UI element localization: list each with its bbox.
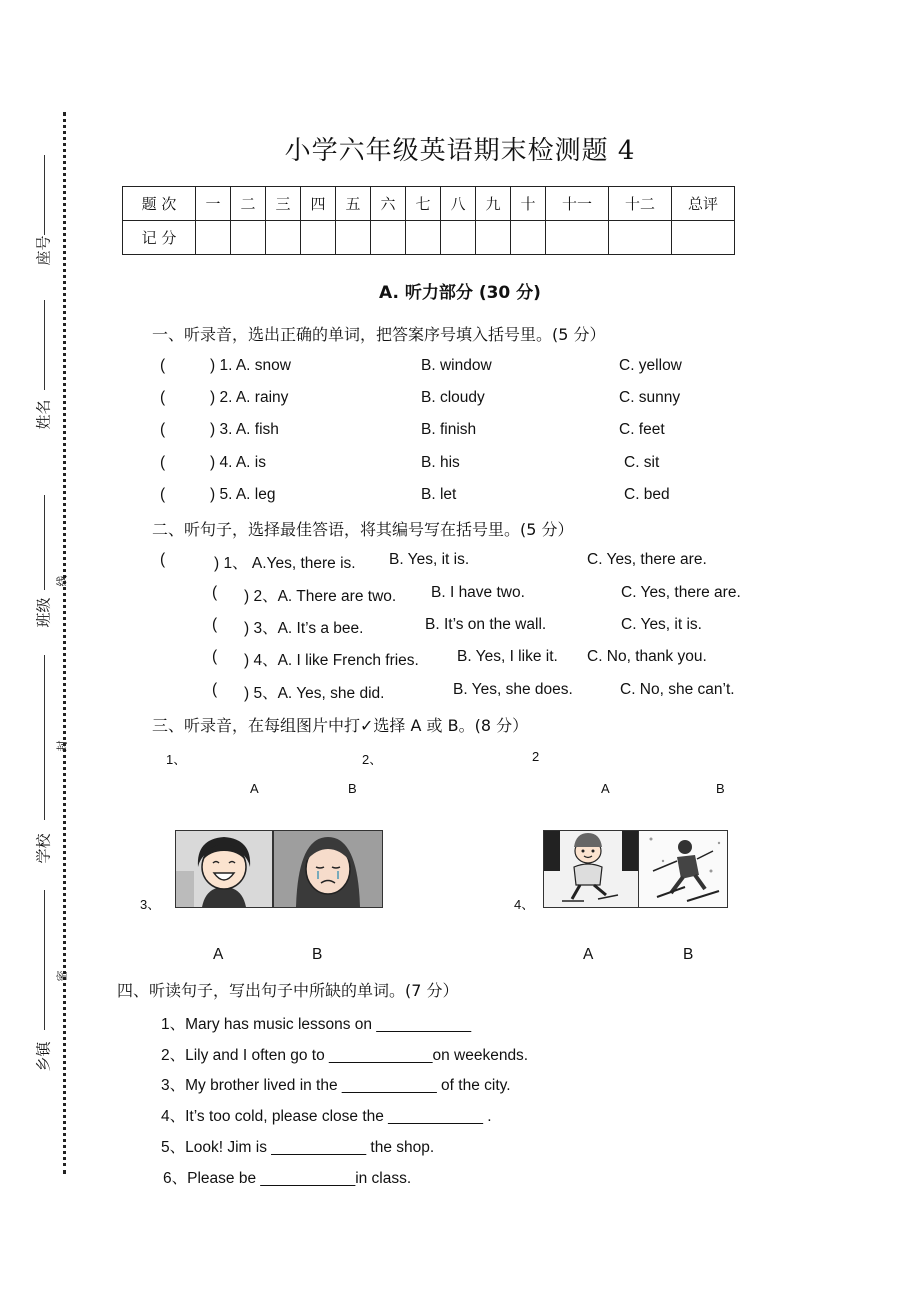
seat-blank-line <box>44 155 45 235</box>
part2-item-a: ) 3、A. It’s a bee. <box>244 620 364 637</box>
part2-paren[interactable]: ( <box>212 648 218 665</box>
option-b-label[interactable]: B <box>312 946 323 963</box>
part2-item-a: ) 1、 A.Yes, there is. <box>214 555 356 572</box>
part2-item-a: ) 2、A. There are two. <box>244 588 397 605</box>
part1-item-b: B. window <box>421 357 492 374</box>
page-title: 小学六年级英语期末检测题 4 <box>284 136 636 166</box>
option-a-label[interactable]: A <box>250 781 259 796</box>
score-input-cell[interactable] <box>609 221 672 255</box>
seat-label: 座号 <box>34 235 53 266</box>
school-blank-line <box>44 655 45 820</box>
fill-blank-sentence[interactable]: 3、My brother lived in the ___________ of the city. <box>161 1077 511 1094</box>
part1-paren[interactable]: ( <box>160 486 166 503</box>
part1-item-c: C. feet <box>619 421 665 438</box>
part1-item-c: C. bed <box>624 486 670 503</box>
fill-blank-sentence[interactable]: 4、It’s too cold, please close the ___________ . <box>161 1108 492 1125</box>
part3-heading: 三、听录音，在每组图片中打✓选择 A 或 B。(8 分） <box>152 716 529 735</box>
picture-group-number: 4、 <box>514 897 535 912</box>
score-cell: 六 <box>371 187 406 221</box>
part4-heading: 四、听读句子，写出句子中所缺的单词。(7 分） <box>117 981 459 1000</box>
part1-item-b: B. cloudy <box>421 389 485 406</box>
score-cell: 总评 <box>672 187 735 221</box>
part1-paren[interactable]: ( <box>160 454 166 471</box>
line-mark: 线 <box>55 575 69 587</box>
name-label: 姓名 <box>34 399 53 430</box>
kid-skating-illustration <box>544 831 638 907</box>
score-table-header-row <box>123 187 735 221</box>
part1-item-b: B. finish <box>421 421 477 438</box>
score-cell: 十一 <box>546 187 609 221</box>
score-cell: 四 <box>301 187 336 221</box>
part2-heading: 二、听句子，选择最佳答语，将其编号写在括号里。(5 分） <box>152 520 574 539</box>
part2-item-b: B. Yes, it is. <box>389 551 470 568</box>
score-cell: 十二 <box>609 187 672 221</box>
sad-woman-illustration <box>274 831 382 907</box>
part2-paren[interactable]: ( <box>160 551 166 568</box>
option-b-label[interactable]: B <box>348 781 357 796</box>
option-b-label[interactable]: B <box>716 781 725 796</box>
score-input-cell[interactable] <box>301 221 336 255</box>
part1-item-a: ) 4. A. is <box>210 454 266 471</box>
class-label: 班级 <box>34 597 53 628</box>
name-blank-line <box>44 300 45 390</box>
part2-item-c: C. Yes, there are. <box>621 584 741 601</box>
score-input-cell[interactable] <box>511 221 546 255</box>
score-cell: 五 <box>336 187 371 221</box>
fill-blank-sentence[interactable]: 1、Mary has music lessons on ___________ <box>161 1016 472 1033</box>
option-a-label[interactable]: A <box>601 781 610 796</box>
picture-group-number: 1、 <box>166 752 187 767</box>
part1-item-a: ) 3. A. fish <box>210 421 279 438</box>
part1-item-c: C. sit <box>624 454 660 471</box>
score-input-cell[interactable] <box>371 221 406 255</box>
score-input-cell[interactable] <box>406 221 441 255</box>
part2-item-b: B. Yes, I like it. <box>457 648 558 665</box>
part2-item-c: C. Yes, it is. <box>621 616 702 633</box>
part1-item-b: B. his <box>421 454 460 471</box>
option-a-label[interactable]: A <box>213 946 224 963</box>
picture-sad-woman[interactable] <box>273 830 383 908</box>
picture-group-number: 2 <box>532 749 540 764</box>
skier-illustration <box>639 831 727 907</box>
picture-group-number: 3、 <box>140 897 161 912</box>
class-blank-line <box>44 495 45 590</box>
score-input-cell[interactable] <box>231 221 266 255</box>
happy-girl-illustration <box>176 831 272 907</box>
score-table <box>122 186 735 255</box>
score-cell: 七 <box>406 187 441 221</box>
part1-item-b: B. let <box>421 486 457 503</box>
picture-happy-girl[interactable] <box>175 830 273 908</box>
town-blank-line <box>44 890 45 1030</box>
score-cell: 三 <box>266 187 301 221</box>
score-input-cell[interactable] <box>266 221 301 255</box>
section-a-heading: A. 听力部分 (30 分) <box>379 283 541 303</box>
score-table-score-row <box>123 221 735 255</box>
score-input-cell[interactable] <box>546 221 609 255</box>
score-input-cell[interactable] <box>441 221 476 255</box>
fill-blank-sentence[interactable]: 5、Look! Jim is ___________ the shop. <box>161 1139 435 1156</box>
part2-item-c: C. Yes, there are. <box>587 551 707 568</box>
part1-item-a: ) 2. A. rainy <box>210 389 289 406</box>
picture-kid-skating[interactable] <box>543 830 639 908</box>
part2-item-b: B. It’s on the wall. <box>425 616 547 633</box>
picture-group-number: 2、 <box>362 752 383 767</box>
part1-paren[interactable]: ( <box>160 389 166 406</box>
part1-item-a: ) 5. A. leg <box>210 486 276 503</box>
binding-dotted-line <box>63 112 66 1174</box>
score-cell: 十 <box>511 187 546 221</box>
part2-item-b: B. I have two. <box>431 584 525 601</box>
score-row-label: 记 分 <box>123 221 196 255</box>
part2-item-a: ) 4、A. I like French fries. <box>244 652 419 669</box>
part2-item-a: ) 5、A. Yes, she did. <box>244 685 385 702</box>
fill-blank-sentence[interactable]: 6、Please be ___________in class. <box>163 1170 412 1187</box>
picture-skier[interactable] <box>638 830 728 908</box>
part1-heading: 一、听录音，选出正确的单词，把答案序号填入括号里。(5 分） <box>152 325 606 344</box>
part2-item-c: C. No, she can’t. <box>620 681 735 698</box>
part2-paren[interactable]: ( <box>212 584 218 601</box>
score-cell: 题 次 <box>123 187 196 221</box>
score-input-cell[interactable] <box>672 221 735 255</box>
part1-item-c: C. yellow <box>619 357 682 374</box>
part1-item-c: C. sunny <box>619 389 681 406</box>
fill-blank-sentence[interactable]: 2、Lily and I often go to ____________on weekends. <box>161 1047 529 1064</box>
option-a-label[interactable]: A <box>583 946 594 963</box>
part2-item-c: C. No, thank you. <box>587 648 707 665</box>
part1-item-a: ) 1. A. snow <box>210 357 291 374</box>
part2-paren[interactable]: ( <box>212 616 218 633</box>
seal-mark: 封 <box>55 740 69 752</box>
part1-paren[interactable]: ( <box>160 421 166 438</box>
score-input-cell[interactable] <box>476 221 511 255</box>
part1-paren[interactable]: ( <box>160 357 166 374</box>
score-cell: 二 <box>231 187 266 221</box>
school-label: 学校 <box>34 833 53 864</box>
part2-item-b: B. Yes, she does. <box>453 681 573 698</box>
score-input-cell[interactable] <box>336 221 371 255</box>
score-input-cell[interactable] <box>196 221 231 255</box>
score-cell: 九 <box>476 187 511 221</box>
option-b-label[interactable]: B <box>683 946 694 963</box>
town-label: 乡镇 <box>34 1041 53 1072</box>
score-cell: 八 <box>441 187 476 221</box>
secret-mark: 密 <box>55 970 69 982</box>
score-cell: 一 <box>196 187 231 221</box>
part2-paren[interactable]: ( <box>212 681 218 698</box>
